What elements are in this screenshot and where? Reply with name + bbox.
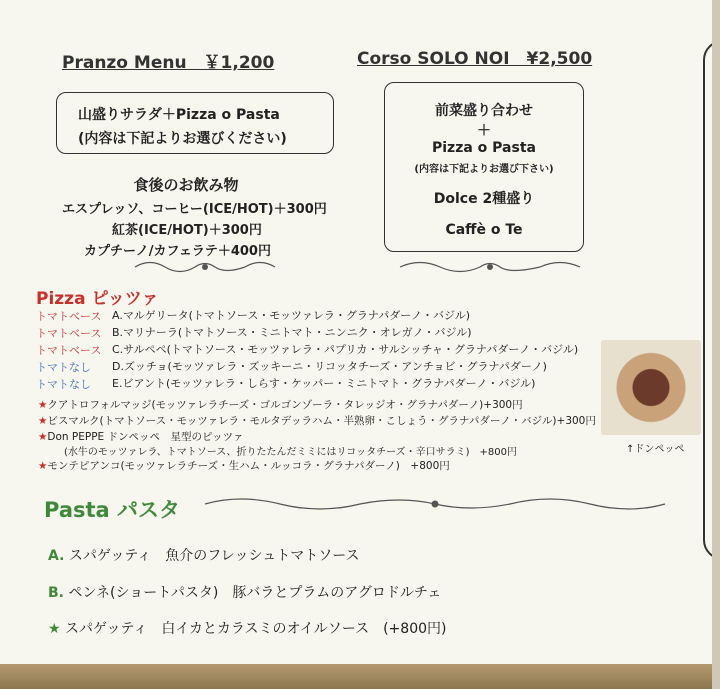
corso-line: ＋	[477, 123, 491, 139]
corso-line: 前菜盛り合わせ	[435, 103, 533, 119]
pizza-item: A.マルゲリータ(トマトソース・モッツァレラ・グラナパダーノ・バジル)	[112, 309, 471, 322]
pizza-base: トマトなし	[36, 378, 91, 391]
corso-line: Caffè o Te	[445, 222, 523, 238]
pasta-item: ★ スパゲッティ 白イカとカラスミのオイルソース (+800円)	[48, 621, 447, 637]
pizza-base: トマトなし	[36, 361, 91, 374]
pizza-item: D.ズッチョ(モッツァレラ・ズッキーニ・リコッタチーズ・アンチョビ・グラナパダーノ)	[112, 360, 547, 373]
drink-item: エスプレッソ、コーヒー(ICE/HOT)＋300円	[62, 202, 327, 217]
special-item: ★モンテピアンコ(モッツァレラチーズ・生ハム・ルッコラ・グラナパダーノ) +800円	[38, 460, 450, 472]
pizza-base: トマトベース	[36, 310, 102, 323]
special-item: ★Don PEPPE ドンペッペ 星型のピッツァ	[38, 431, 244, 443]
don-peppe-photo	[601, 340, 701, 435]
pasta-title: Pasta パスタ	[44, 498, 181, 522]
corso-line: (内容は下記よりお選び下さい)	[414, 164, 554, 175]
pizza-item: E.ビアント(モッツァレラ・しらす・ケッパー・ミニトマト・グラナパダーノ・バジル)	[112, 377, 536, 390]
drinks-title: 食後のお飲み物	[133, 176, 239, 194]
pranzo-title: Pranzo Menu ￥1,200	[62, 53, 275, 73]
ornament-divider	[130, 258, 280, 276]
drink-item: 紅茶(ICE/HOT)＋300円	[112, 223, 262, 238]
star-icon: ★	[38, 415, 48, 427]
pizza-title	[36, 284, 159, 309]
corso-line: Pizza o Pasta	[432, 140, 536, 156]
pizza-title-ja: ピッツァ	[91, 289, 159, 309]
pizza-title-en: Pizza	[36, 289, 86, 309]
corso-title: Corso SOLO NOI ¥2,500	[357, 49, 593, 69]
special-item: ★クアトロフォルマッジ(モッツァレラチーズ・ゴルゴンゾーラ・タレッジオ・グラナパダーノ)+300円	[38, 399, 523, 411]
drink-item: カプチーノ/カフェラテ＋400円	[84, 244, 271, 259]
pizza-item: C.サルペペ(トマトソース・モッツァレラ・パプリカ・サルシッチャ・グラナパダーノ・バジル)	[112, 343, 579, 356]
star-icon: ★	[38, 460, 48, 472]
page-edge	[712, 0, 720, 689]
star-icon: ★	[48, 621, 61, 637]
special-item: ★ビスマルク(トマトソース・モッツァレラ・モルタデッラハム・半熟卵・こしょう・グラナパダーノ・バジル)+300円	[38, 415, 596, 427]
pizza-item: B.マリナーラ(トマトソース・ミニトマト・ニンニク・オレガノ・バジル)	[112, 326, 472, 339]
special-item-detail: (水牛のモッツァレラ、トマトソース、折りたたんだミミにはリコッタチーズ・辛口サラミ) +800円	[64, 447, 517, 458]
pasta-item: A. スパゲッティ 魚介のフレッシュトマトソース	[48, 548, 360, 564]
corso-line: Dolce 2種盛り	[433, 191, 535, 207]
pranzo-box-line1: 山盛りサラダ＋Pizza o Pasta	[78, 107, 280, 123]
star-icon: ★	[38, 431, 48, 443]
decorative-frame	[703, 40, 712, 560]
ornament-divider	[200, 492, 670, 516]
pranzo-box-line2: (内容は下記よりお選びください)	[78, 131, 287, 147]
pasta-item: B. ペンネ(ショートパスタ) 豚バラとプラムのアグロドルチェ	[48, 585, 442, 601]
pizza-base: トマトベース	[36, 327, 102, 340]
photo-caption: ↑ドンペッペ	[626, 444, 685, 455]
pizza-base: トマトベース	[36, 344, 102, 357]
ornament-divider	[395, 258, 585, 276]
star-icon: ★	[38, 399, 48, 411]
wooden-table	[0, 664, 712, 689]
